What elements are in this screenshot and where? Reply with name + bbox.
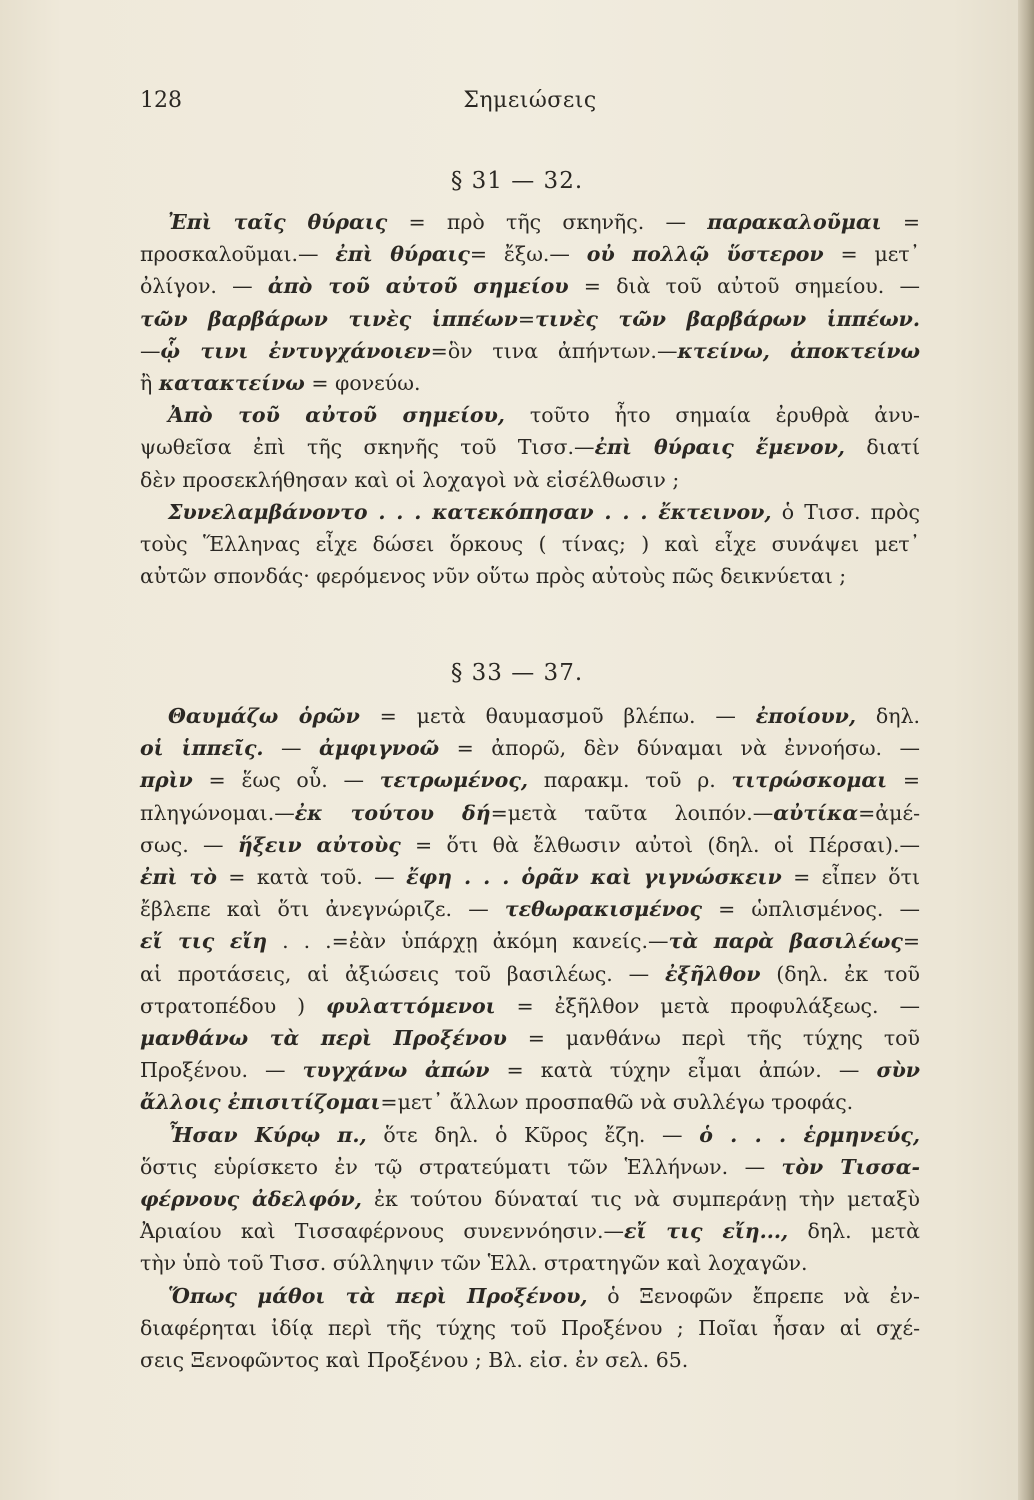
lemma-phrase: ὁ . . . ἑρμηνεύς,	[699, 1122, 920, 1147]
lemma-phrase: ἄλλοις ἐπισιτίζομαι	[140, 1090, 381, 1115]
lemma-phrase: Θαυμάζω ὁρῶν	[168, 704, 360, 728]
gloss-text: ὀλίγον. —	[140, 274, 268, 299]
lemma-phrase: φυλαττόμενοι	[326, 993, 496, 1018]
lemma-phrase: ἀμφιγνοῶ	[318, 736, 440, 761]
gloss-text: =ἀμέ-	[858, 800, 920, 825]
gloss-text: =	[517, 306, 536, 331]
gloss-text: = μετ᾽	[823, 242, 920, 267]
gloss-text: ὅτε δηλ. ὁ Κῦρος ἔζη. —	[366, 1122, 700, 1147]
text-line	[140, 1247, 920, 1279]
gloss-text: = εἶπεν ὅτι	[781, 865, 920, 890]
lemma-phrase: ἐπὶ θύραις	[335, 242, 470, 267]
text-line	[140, 270, 920, 302]
lemma-phrase: ἐποίουν,	[755, 704, 857, 728]
gloss-text: =	[902, 929, 921, 954]
gloss-text: διαφέρηται ἰδίᾳ περὶ τῆς τύχης τοῦ Προξένου ; Ποῖαι ἦσαν αἱ σχέ-	[140, 1315, 920, 1340]
gloss-text: =μετὰ ταῦτα λοιπόν.—	[490, 800, 774, 825]
section-body-33-37	[140, 700, 920, 1376]
lemma-phrase: τινὲς τῶν βαρβάρων ἱππέων.	[535, 306, 921, 331]
text-line	[140, 1215, 920, 1247]
lemma-phrase: Συνελαμβάνοντο . . . κατεκόπησαν . . . ἔκτεινον,	[168, 499, 772, 524]
gloss-text: —	[140, 338, 161, 363]
lemma-phrase: αὐτίκα	[773, 800, 859, 825]
gloss-text: = ὅτι θὰ ἔλθωσιν αὐτοὶ (δηλ. οἱ Πέρσαι).—	[400, 832, 920, 857]
gloss-text: —	[263, 736, 319, 761]
gloss-text: =	[881, 210, 921, 234]
lemma-phrase: οἱ ἱππεῖς.	[140, 736, 264, 761]
text-line	[140, 303, 920, 335]
gloss-text: τοὺς Ἕλληνας εἶχε δώσει ὅρκους ( τίνας; ) καὶ εἶχε συνάψει μετ᾽	[140, 532, 920, 557]
lemma-phrase: ἐκ τούτου δή	[294, 800, 491, 825]
text-line	[140, 496, 920, 528]
gloss-text: = ἀπορῶ, δὲν δύναμαι νὰ ἐννοήσω. —	[439, 736, 920, 761]
lemma-phrase: τὸν Τισσα-	[781, 1154, 921, 1179]
gloss-text: = ὡπλισμένος. —	[701, 897, 921, 922]
text-line	[140, 700, 920, 732]
text-line	[140, 206, 920, 238]
lemma-phrase: πρὶν	[140, 768, 193, 793]
section-heading-33-37: § 33 — 37.	[450, 660, 584, 686]
lemma-phrase: ἔφη . . . ὁρᾶν καὶ γιγνώσκειν	[406, 865, 782, 890]
gloss-text: ὁ Ξενοφῶν ἔπρεπε νὰ ἐν-	[587, 1283, 920, 1308]
gloss-text: δηλ.	[856, 704, 921, 728]
lemma-phrase: κτείνω, ἀποκτείνω	[677, 338, 920, 363]
gloss-text: = διὰ τοῦ αὐτοῦ σημείου. —	[568, 274, 920, 299]
lemma-phrase: φέρνους ἀδελφόν,	[140, 1187, 362, 1212]
text-line	[140, 1086, 920, 1118]
gloss-text: = μετὰ θαυμασμοῦ βλέπω. —	[359, 704, 756, 728]
gloss-text: τὴν ὑπὸ τοῦ Τισσ. σύλληψιν τῶν Ἑλλ. στρατηγῶν καὶ λοχαγῶν.	[140, 1251, 808, 1276]
text-line	[140, 367, 920, 399]
lemma-phrase: τὰ παρὰ βασιλέως	[668, 929, 903, 954]
gloss-text: δὲν προσεκλήθησαν καὶ οἱ λοχαγοὶ νὰ εἰσέλθωσιν ;	[140, 467, 680, 492]
gloss-text: Ἀριαίου καὶ Τισσαφέρνους συνεννόησιν.—	[140, 1219, 624, 1244]
gloss-text: = φονεύω.	[304, 371, 421, 396]
gloss-text: ὁ Τισσ. πρὸς	[771, 499, 920, 524]
gloss-text: σως. —	[140, 832, 238, 857]
lemma-phrase: εἴ τις εἴη...,	[624, 1219, 789, 1244]
text-line	[140, 1022, 920, 1054]
lemma-phrase: σὺν	[876, 1058, 921, 1083]
text-line	[140, 764, 920, 796]
gloss-text: =ὃν τινα ἀπήντων.—	[430, 338, 678, 363]
lemma-phrase: ἀπὸ τοῦ αὐτοῦ σημείου	[267, 274, 569, 299]
gloss-text: πληγώνομαι.—	[140, 800, 295, 825]
text-line	[140, 1344, 920, 1376]
gloss-text: ἐκ τούτου δύναταί τις νὰ συμπεράνῃ τὴν μεταξὺ	[361, 1187, 920, 1212]
lemma-phrase: Ἦσαν Κύρῳ π.,	[168, 1122, 367, 1147]
gloss-text: ψωθεῖσα ἐπὶ τῆς σκηνῆς τοῦ Τισσ.—	[140, 435, 595, 460]
text-line	[140, 399, 920, 431]
gloss-text: = ἕως οὗ. —	[192, 768, 380, 793]
text-line	[140, 958, 920, 990]
gloss-text: αἱ προτάσεις, αἱ ἀξιώσεις τοῦ βασιλέως. —	[140, 961, 665, 986]
text-line	[140, 238, 920, 270]
gloss-text: ὅστις εὑρίσκετο ἐν τῷ στρατεύματι τῶν Ἑλλήνων. —	[140, 1154, 782, 1179]
gloss-text: = ἐξῆλθον μετὰ προφυλάξεως. —	[495, 993, 921, 1018]
lemma-phrase: οὐ πολλῷ ὕστερον	[586, 242, 824, 267]
gloss-text: αὐτῶν σπονδάς· φερόμενος νῦν οὕτω πρὸς αὐτοὺς πῶς δεικνύεται ;	[140, 564, 847, 589]
text-line	[140, 732, 920, 764]
lemma-phrase: μανθάνω τὰ περὶ Προξένου	[140, 1026, 507, 1051]
lemma-phrase: τυγχάνω ἀπών	[302, 1058, 490, 1083]
text-line	[140, 560, 920, 592]
text-line	[140, 528, 920, 560]
gloss-text: ἔβλεπε καὶ ὅτι ἀνεγνώριζε. —	[140, 897, 505, 922]
section-body-31-32	[140, 206, 920, 592]
text-line	[140, 990, 920, 1022]
gloss-text: ἢ	[140, 371, 159, 396]
gloss-text: = πρὸ τῆς σκηνῆς. —	[387, 210, 708, 234]
gloss-text: τοῦτο ἦτο σημαία ἐρυθρὰ ἀνυ-	[504, 403, 920, 428]
lemma-phrase: εἴ τις εἴη	[140, 929, 268, 954]
gloss-text: = ἔξω.—	[469, 242, 587, 267]
section-heading-31-32: § 31 — 32.	[450, 168, 584, 194]
lemma-phrase: παρακαλοῦμαι	[707, 210, 882, 234]
gloss-text: στρατοπέδου )	[140, 993, 327, 1018]
gloss-text: Προξένου. —	[140, 1058, 303, 1083]
gloss-text: = κατὰ τύχην εἶμαι ἀπών. —	[489, 1058, 877, 1083]
text-line	[140, 1054, 920, 1086]
gloss-text: παρακμ. τοῦ ρ.	[527, 768, 732, 793]
page-header	[140, 88, 920, 128]
text-line	[140, 464, 920, 496]
gloss-text: =	[887, 768, 920, 793]
gloss-text: . . .=ἐὰν ὑπάρχῃ ἀκόμη κανείς.—	[267, 929, 669, 954]
gloss-text: προσκαλοῦμαι.—	[140, 242, 336, 267]
lemma-phrase: κατακτείνω	[158, 371, 305, 396]
page-number: 128	[140, 88, 182, 113]
page-spine-shadow	[1018, 0, 1034, 1500]
gloss-text: σεις Ξενοφῶντος καὶ Προξένου ; Βλ. εἰσ. ἐν σελ. 65.	[140, 1348, 689, 1373]
gloss-text: = μανθάνω περὶ τῆς τύχης τοῦ	[506, 1026, 920, 1051]
lemma-phrase: τιτρώσκομαι	[731, 768, 888, 793]
lemma-phrase: τῶν βαρβάρων τινὲς ἱππέων	[140, 306, 518, 331]
text-line	[140, 431, 920, 463]
lemma-phrase: ἐπὶ θύραις ἔμενον,	[594, 435, 845, 460]
text-line	[140, 1151, 920, 1183]
gloss-text: (δηλ. ἐκ τοῦ	[760, 961, 920, 986]
gloss-text: = κατὰ τοῦ. —	[216, 865, 407, 890]
gloss-text: =μετ᾽ ἄλλων προσπαθῶ νὰ συλλέγω τροφάς.	[380, 1090, 854, 1115]
lemma-phrase: Ἐπὶ ταῖς θύραις	[168, 210, 388, 234]
text-line	[140, 861, 920, 893]
text-line	[140, 797, 920, 829]
text-line	[140, 335, 920, 367]
text-line	[140, 1183, 920, 1215]
lemma-phrase: Ὅπως μάθοι τὰ περὶ Προξένου,	[168, 1283, 588, 1308]
text-line	[140, 1119, 920, 1151]
text-line	[140, 925, 920, 957]
text-line	[140, 829, 920, 861]
gloss-text: διατί	[844, 435, 920, 460]
lemma-phrase: ἐπὶ τὸ	[140, 865, 217, 890]
text-line	[140, 1312, 920, 1344]
lemma-phrase: ἥξειν αὐτοὺς	[237, 832, 401, 857]
lemma-phrase: τεθωρακισμένος	[504, 897, 702, 922]
text-line	[140, 893, 920, 925]
lemma-phrase: τετρωμένος,	[379, 768, 528, 793]
lemma-phrase: ᾧ τινι ἐντυγχάνοιεν	[160, 338, 431, 363]
gloss-text: δηλ. μετὰ	[788, 1219, 921, 1244]
running-title: Σημειώσεις	[463, 88, 597, 113]
lemma-phrase: Ἀπὸ τοῦ αὐτοῦ σημείου,	[168, 403, 505, 428]
lemma-phrase: ἐξῆλθον	[664, 961, 761, 986]
text-line	[140, 1280, 920, 1312]
